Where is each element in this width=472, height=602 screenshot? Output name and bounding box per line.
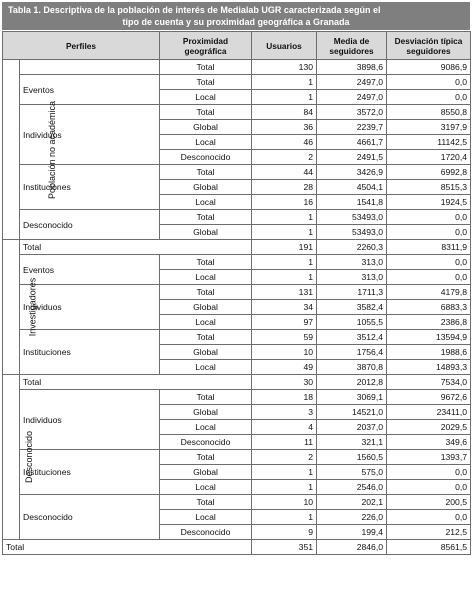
- proximity-cell: Local: [160, 90, 252, 105]
- usuarios-cell: 2: [252, 450, 317, 465]
- media-cell: 3512,4: [317, 330, 387, 345]
- desviacion-cell: 3197,9: [387, 120, 471, 135]
- header-desviacion: Desviación típica seguidores: [387, 32, 471, 60]
- caption-line-1: Tabla 1. Descriptiva de la población de interés de Medialab UGR caracterizada según el: [8, 5, 381, 15]
- usuarios-cell: 4: [252, 420, 317, 435]
- table-header: [3, 32, 471, 60]
- desviacion-cell: 6992,8: [387, 165, 471, 180]
- desviacion-cell: 0,0: [387, 480, 471, 495]
- desviacion-cell: 1924,5: [387, 195, 471, 210]
- header-media: Media de seguidores: [317, 32, 387, 60]
- desviacion-cell: 4179,8: [387, 285, 471, 300]
- proximity-cell: Total: [160, 210, 252, 225]
- usuarios-cell: 1: [252, 270, 317, 285]
- header-perfiles: Perfiles: [3, 32, 160, 60]
- media-cell: 313,0: [317, 270, 387, 285]
- media-cell: 226,0: [317, 510, 387, 525]
- table-row: [3, 240, 471, 255]
- media-cell: 1560,5: [317, 450, 387, 465]
- media-cell: 321,1: [317, 435, 387, 450]
- usuarios-cell: 1: [252, 480, 317, 495]
- proximity-cell: Total: [160, 285, 252, 300]
- desviacion-cell: 14893,3: [387, 360, 471, 375]
- media-cell: 3870,8: [317, 360, 387, 375]
- proximity-cell: Global: [160, 405, 252, 420]
- proximity-cell: Local: [160, 360, 252, 375]
- proximity-cell: Total: [160, 165, 252, 180]
- statistics-table: [2, 31, 471, 555]
- usuarios-cell: 191: [252, 240, 317, 255]
- table-row: [3, 210, 471, 225]
- proximity-cell: Global: [160, 180, 252, 195]
- proximity-cell: Desconocido: [160, 435, 252, 450]
- media-cell: 2239,7: [317, 120, 387, 135]
- media-cell: 2260,3: [317, 240, 387, 255]
- proximity-cell: Total: [160, 75, 252, 90]
- profile-label: Individuos: [20, 390, 160, 450]
- desviacion-cell: 0,0: [387, 225, 471, 240]
- profile-label: Instituciones: [20, 450, 160, 495]
- proximity-cell: Local: [160, 270, 252, 285]
- usuarios-cell: 11: [252, 435, 317, 450]
- table-row: [3, 285, 471, 300]
- proximity-cell: Local: [160, 135, 252, 150]
- profile-label: Instituciones: [20, 330, 160, 375]
- desviacion-cell: 0,0: [387, 465, 471, 480]
- media-cell: 1541,8: [317, 195, 387, 210]
- media-cell: 2497,0: [317, 75, 387, 90]
- proximity-cell: Global: [160, 225, 252, 240]
- proximity-cell: Local: [160, 480, 252, 495]
- usuarios-cell: 1: [252, 90, 317, 105]
- desviacion-cell: 13594,9: [387, 330, 471, 345]
- usuarios-cell: 18: [252, 390, 317, 405]
- proximity-cell: Local: [160, 315, 252, 330]
- proximity-cell: Total: [160, 330, 252, 345]
- usuarios-cell: 59: [252, 330, 317, 345]
- usuarios-cell: 97: [252, 315, 317, 330]
- desviacion-cell: 8311,9: [387, 240, 471, 255]
- usuarios-cell: 30: [252, 375, 317, 390]
- table-row: [3, 390, 471, 405]
- usuarios-cell: 1: [252, 225, 317, 240]
- table-row: [3, 330, 471, 345]
- proximity-cell: Global: [160, 120, 252, 135]
- proximity-cell: Total: [160, 450, 252, 465]
- usuarios-cell: 1: [252, 210, 317, 225]
- caption-line-2: tipo de cuenta y su proximidad geográfica a Granada: [122, 17, 350, 27]
- proximity-cell: Global: [160, 300, 252, 315]
- profile-label: Desconocido: [20, 495, 160, 540]
- media-cell: 3069,1: [317, 390, 387, 405]
- desviacion-cell: 8550,8: [387, 105, 471, 120]
- media-cell: 199,4: [317, 525, 387, 540]
- media-cell: 1711,3: [317, 285, 387, 300]
- table-caption: [2, 2, 470, 30]
- table-row: [3, 165, 471, 180]
- proximity-cell: Global: [160, 465, 252, 480]
- proximity-cell: Desconocido: [160, 525, 252, 540]
- usuarios-cell: 28: [252, 180, 317, 195]
- usuarios-cell: 49: [252, 360, 317, 375]
- desviacion-cell: 0,0: [387, 270, 471, 285]
- usuarios-cell: 1: [252, 255, 317, 270]
- proximity-cell: Local: [160, 510, 252, 525]
- proximity-cell: Total: [160, 60, 252, 75]
- table-row: [3, 450, 471, 465]
- desviacion-cell: 0,0: [387, 255, 471, 270]
- media-cell: 4661,7: [317, 135, 387, 150]
- desviacion-cell: 6883,3: [387, 300, 471, 315]
- profile-label: Individuos: [20, 285, 160, 330]
- desviacion-cell: 23411,0: [387, 405, 471, 420]
- usuarios-cell: 44: [252, 165, 317, 180]
- desviacion-cell: 8515,3: [387, 180, 471, 195]
- profile-label: Desconocido: [20, 210, 160, 240]
- usuarios-cell: 1: [252, 465, 317, 480]
- usuarios-cell: 2: [252, 150, 317, 165]
- profile-label: Instituciones: [20, 165, 160, 210]
- profile-total-label: Total: [20, 240, 252, 255]
- media-cell: 1756,4: [317, 345, 387, 360]
- desviacion-cell: 200,5: [387, 495, 471, 510]
- group-label: Población no académica: [47, 100, 58, 199]
- desviacion-cell: 0,0: [387, 210, 471, 225]
- usuarios-cell: 9: [252, 525, 317, 540]
- media-cell: 2037,0: [317, 420, 387, 435]
- desviacion-cell: 9086,9: [387, 60, 471, 75]
- proximity-cell: Local: [160, 420, 252, 435]
- grand-total-usuarios: 351: [252, 540, 317, 555]
- table-row: [3, 375, 471, 390]
- grand-total-desviacion: 8561,5: [387, 540, 471, 555]
- group-label: Desconocido: [24, 430, 35, 484]
- media-cell: 53493,0: [317, 210, 387, 225]
- proximity-cell: Local: [160, 195, 252, 210]
- usuarios-cell: 1: [252, 75, 317, 90]
- header-usuarios: Usuarios: [252, 32, 317, 60]
- table-body: [3, 60, 471, 555]
- profile-total-label: Total: [20, 375, 252, 390]
- media-cell: 2497,0: [317, 90, 387, 105]
- profile-label: Eventos: [20, 75, 160, 105]
- usuarios-cell: 36: [252, 120, 317, 135]
- group-label: Investigadores: [27, 277, 38, 337]
- profile-label: [20, 60, 160, 75]
- grand-total-label: Total: [3, 540, 252, 555]
- media-cell: 3898,6: [317, 60, 387, 75]
- table-row: [3, 495, 471, 510]
- media-cell: 575,0: [317, 465, 387, 480]
- profile-label: Individuos: [20, 105, 160, 165]
- usuarios-cell: 16: [252, 195, 317, 210]
- table-row: [3, 105, 471, 120]
- media-cell: 53493,0: [317, 225, 387, 240]
- proximity-cell: Desconocido: [160, 150, 252, 165]
- desviacion-cell: 0,0: [387, 75, 471, 90]
- proximity-cell: Total: [160, 255, 252, 270]
- desviacion-cell: 2029,5: [387, 420, 471, 435]
- media-cell: 4504,1: [317, 180, 387, 195]
- desviacion-cell: 349,6: [387, 435, 471, 450]
- media-cell: 14521,0: [317, 405, 387, 420]
- media-cell: 2012,8: [317, 375, 387, 390]
- media-cell: 313,0: [317, 255, 387, 270]
- desviacion-cell: 212,5: [387, 525, 471, 540]
- desviacion-cell: 0,0: [387, 90, 471, 105]
- media-cell: 3572,0: [317, 105, 387, 120]
- profile-label: Eventos: [20, 255, 160, 285]
- desviacion-cell: 1720,4: [387, 150, 471, 165]
- grand-total-media: 2846,0: [317, 540, 387, 555]
- desviacion-cell: 2386,8: [387, 315, 471, 330]
- usuarios-cell: 10: [252, 345, 317, 360]
- media-cell: 2546,0: [317, 480, 387, 495]
- proximity-cell: Global: [160, 345, 252, 360]
- media-cell: 2491,5: [317, 150, 387, 165]
- media-cell: 3582,4: [317, 300, 387, 315]
- usuarios-cell: 131: [252, 285, 317, 300]
- usuarios-cell: 10: [252, 495, 317, 510]
- proximity-cell: Total: [160, 105, 252, 120]
- desviacion-cell: 11142,5: [387, 135, 471, 150]
- media-cell: 3426,9: [317, 165, 387, 180]
- desviacion-cell: 7534,0: [387, 375, 471, 390]
- proximity-cell: Total: [160, 495, 252, 510]
- usuarios-cell: 3: [252, 405, 317, 420]
- usuarios-cell: 84: [252, 105, 317, 120]
- desviacion-cell: 0,0: [387, 510, 471, 525]
- usuarios-cell: 46: [252, 135, 317, 150]
- media-cell: 202,1: [317, 495, 387, 510]
- header-proximidad: Proximidad geográfica: [160, 32, 252, 60]
- usuarios-cell: 1: [252, 510, 317, 525]
- media-cell: 1055,5: [317, 315, 387, 330]
- table-row: [3, 255, 471, 270]
- table-row: [3, 75, 471, 90]
- desviacion-cell: 1393,7: [387, 450, 471, 465]
- usuarios-cell: 130: [252, 60, 317, 75]
- proximity-cell: Total: [160, 390, 252, 405]
- table-row: [3, 60, 471, 75]
- desviacion-cell: 9672,6: [387, 390, 471, 405]
- grand-total-row: [3, 540, 471, 555]
- usuarios-cell: 34: [252, 300, 317, 315]
- desviacion-cell: 1988,6: [387, 345, 471, 360]
